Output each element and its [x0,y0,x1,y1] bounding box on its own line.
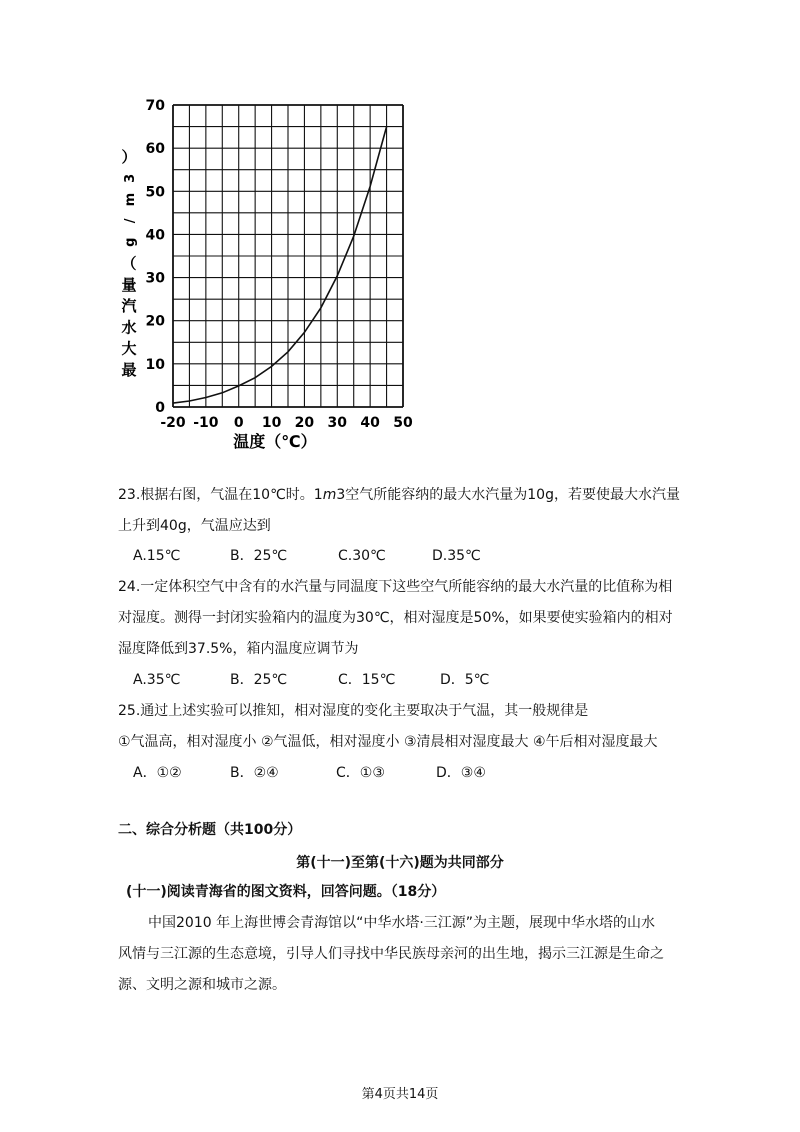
q25-line1: 25.通过上述实验可以推知，相对湿度的变化主要取决于气温，其一般规律是 [118,703,589,719]
page-footer: 第4页共14页 [361,1087,439,1102]
y-axis-label-char: 最 [121,361,137,379]
q23-line1: 23.根据右图，气温在10℃时。1m3空气所能容纳的最大水汽量为10g，若要使最大水汽量 [118,487,680,503]
series-line [173,127,387,404]
q23-option-a: A.15℃ [133,548,181,564]
y-axis-label-char: 量 [121,275,137,294]
paragraph-line2: 风情与三江源的生态意境，引导人们寻找中华民族母亲河的出生地，揭示三江源是生命之 [118,946,664,962]
x-tick-label: -20 [160,415,186,431]
x-tick-label: 10 [261,415,282,431]
y-axis-label-char: 汽 [121,297,137,316]
x-tick-label: -10 [193,415,219,431]
y-axis-label [121,148,138,379]
x-tick-label: 0 [233,415,244,431]
q25-option-a: A．①② [133,765,182,781]
x-tick-label: 30 [327,415,348,431]
x-axis-label: 温度（℃） [233,432,317,451]
q23-option-b: B．25℃ [230,548,288,564]
q24-line3: 湿度降低到37.5%，箱内温度应调节为 [118,641,359,657]
q23-option-c: C.30℃ [338,548,386,564]
y-axis-label-char: 水 [121,318,137,337]
y-axis-label-char: （ [121,254,137,273]
paragraph-line3: 源、文明之源和城市之源。 [118,977,286,993]
y-axis-label-char: g [123,237,138,247]
q23-option-d: D.35℃ [432,548,481,564]
section-subheading: 第(十一)至第(十六)题为共同部分 [296,855,504,871]
x-tick-label: 50 [393,415,413,431]
q24-option-a: A.35℃ [133,672,181,688]
section-heading: 二、综合分析题（共100分） [118,822,302,838]
y-tick-label: 20 [145,313,165,330]
y-axis-label-char: ） [121,148,137,166]
q23-line2: 上升到40g，气温应达到 [118,518,271,534]
chart-grid [173,105,403,407]
y-tick-label: 50 [145,184,165,201]
q25-option-c: C．①③ [336,765,385,781]
y-axis-label-char: 大 [121,339,137,358]
q25-option-b: B．②④ [230,765,279,781]
y-axis-label-char: m [123,192,138,207]
y-tick-label: 10 [145,356,165,373]
water-vapor-chart [115,95,435,465]
q25-line2: ①气温高，相对湿度小 ②气温低，相对湿度小 ③清晨相对湿度最大 ④午后相对湿度最大 [118,734,658,750]
x-tick-label: 40 [360,415,380,431]
x-tick-label: 20 [294,415,315,431]
y-tick-label: 30 [145,270,165,287]
q24-line2: 对湿度。测得一封闭实验箱内的温度为30℃，相对湿度是50%，如果要使实验箱内的相对 [118,610,673,626]
q24-option-b: B．25℃ [230,672,288,688]
q24-option-c: C．15℃ [338,672,396,688]
y-tick-label: 60 [145,141,165,158]
y-tick-label: 70 [145,98,165,114]
q25-option-d: D．③④ [436,765,486,781]
q24-line1: 24.一定体积空气中含有的水汽量与同温度下这些空气所能容纳的最大水汽量的比值称为相 [118,579,673,595]
y-axis-label-char: 3 [123,173,138,183]
paragraph-line1: 中国2010 年上海世博会青海馆以“中华水塔·三江源”为主题，展现中华水塔的山水 [148,915,656,931]
q24-option-d: D．5℃ [440,672,490,688]
y-tick-label: 40 [145,227,165,244]
q11-title: (十一)阅读青海省的图文资料，回答问题。（18分） [126,884,446,900]
y-axis-label-char: / [123,218,138,224]
y-tick-label: 0 [155,400,165,416]
